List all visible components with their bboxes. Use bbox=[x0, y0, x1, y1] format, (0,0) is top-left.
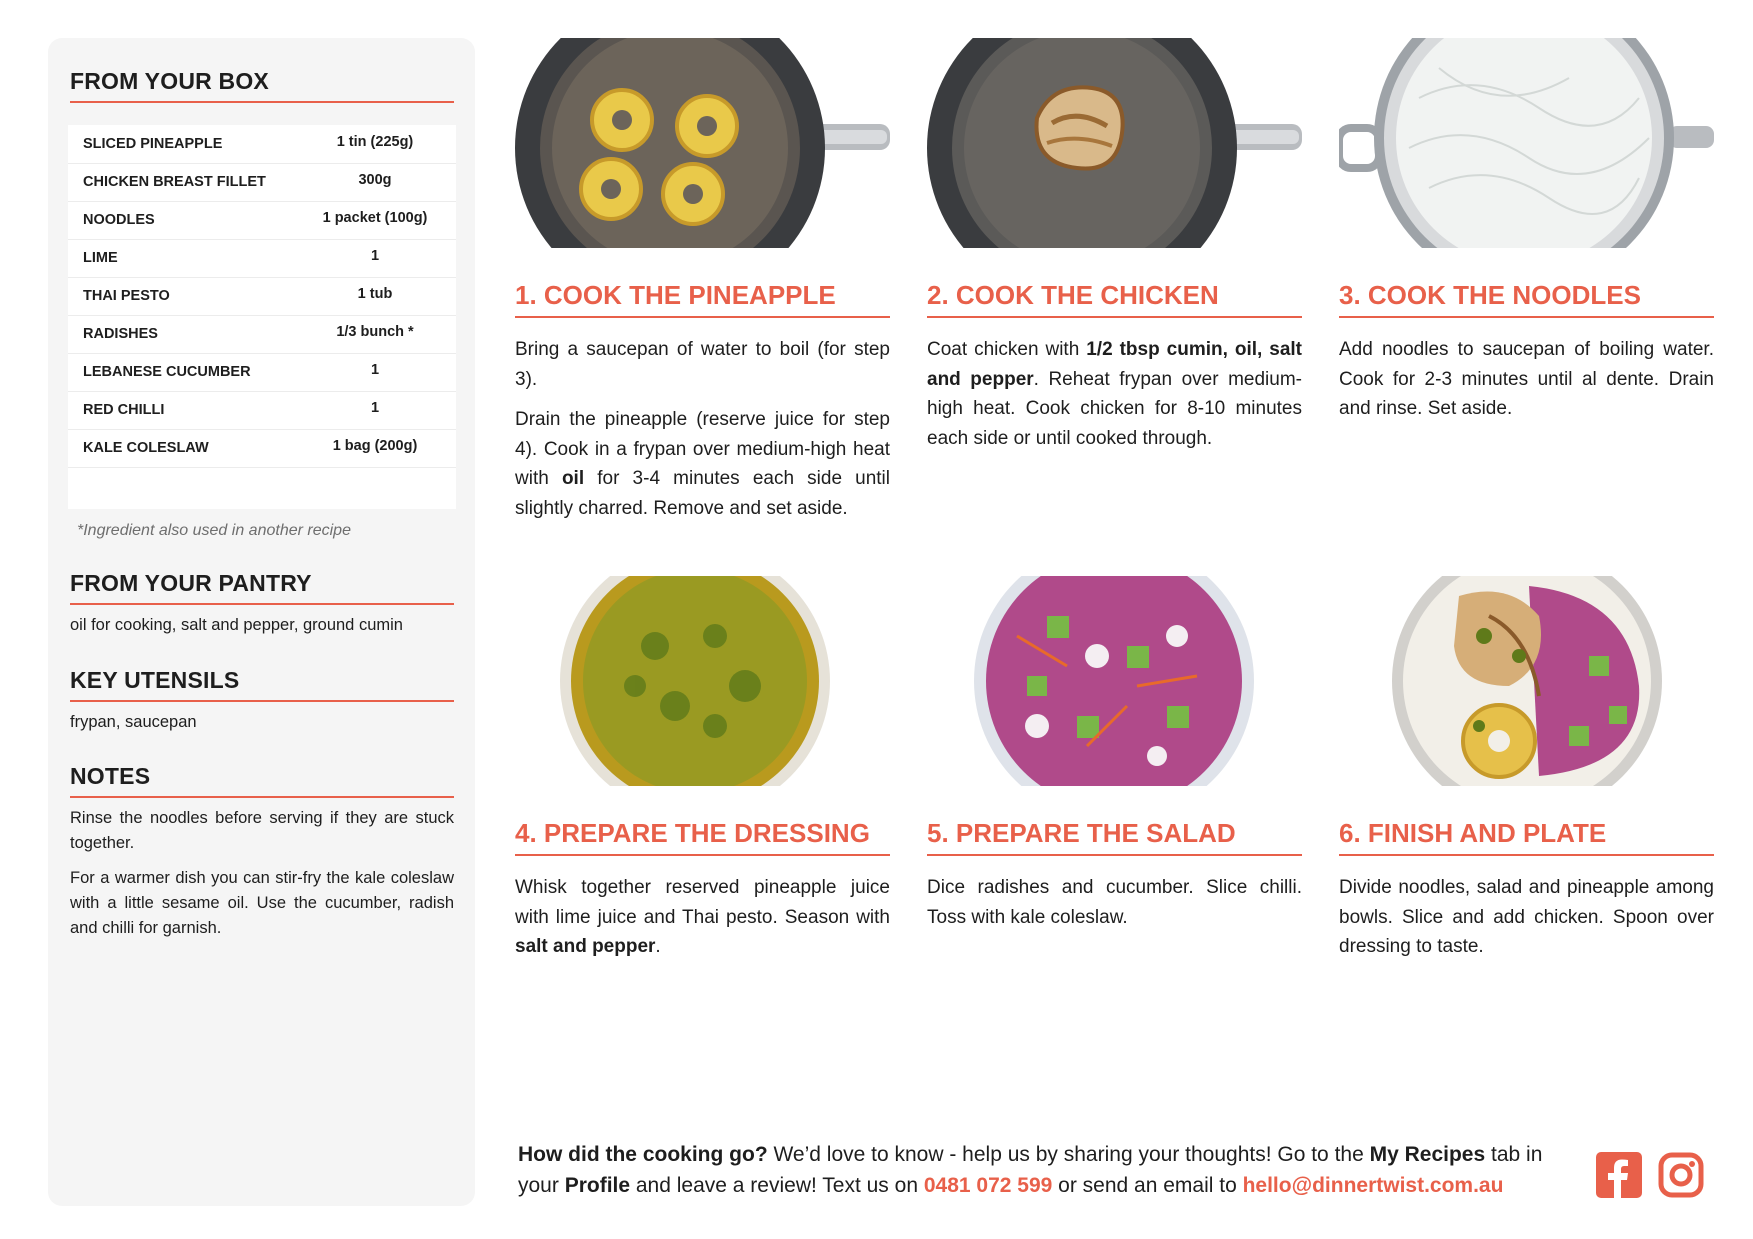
footer-text: and leave a review! Text us on bbox=[630, 1174, 924, 1197]
step-text: . bbox=[655, 936, 661, 957]
ingredient-name: RED CHILLI bbox=[83, 402, 165, 418]
table-row bbox=[68, 163, 456, 202]
ingredient-qty: 1 bbox=[370, 362, 380, 378]
step-1-title: 1. COOK THE PINEAPPLE bbox=[515, 280, 890, 318]
step-6-title: 6. FINISH AND PLATE bbox=[1339, 818, 1714, 856]
key-utensils-heading: KEY UTENSILS bbox=[70, 667, 454, 702]
ingredient-name: LIME bbox=[83, 250, 118, 266]
step-4-paragraph bbox=[515, 873, 890, 962]
ingredient-qty: 1 packet (100g) bbox=[322, 210, 428, 226]
email-link[interactable]: hello@dinnertwist.com.au bbox=[1242, 1174, 1504, 1197]
footer-text: We’d love to know - help us by sharing your thoughts! Go to the bbox=[767, 1143, 1370, 1166]
step-text: Drain the pineapple (reserve juice for step 4). Cook in a frypan over medium-high heat with bbox=[515, 409, 890, 489]
step-2-paragraph bbox=[927, 335, 1302, 453]
table-row bbox=[68, 201, 456, 240]
ingredient-qty: 1 tub bbox=[357, 286, 393, 302]
salad-bowl-photo bbox=[927, 576, 1302, 786]
chicken-pan-photo bbox=[927, 38, 1302, 248]
ingredient-qty: 1 bbox=[370, 400, 380, 416]
ingredients-table bbox=[68, 125, 456, 509]
ingredients-sidebar bbox=[48, 38, 475, 1206]
step-6-instructions bbox=[1339, 873, 1714, 973]
plated-dish-photo bbox=[1339, 576, 1714, 786]
ingredient-name: CHICKEN BREAST FILLET bbox=[83, 174, 266, 190]
step-text: . Reheat frypan over medium-high heat. Cook chicken for 8-10 minutes each side or until cooked through. bbox=[927, 368, 1302, 449]
ingredient-name: THAI PESTO bbox=[83, 288, 170, 304]
phone-number-link[interactable]: 0481 072 599 bbox=[923, 1174, 1053, 1197]
ingredient-qty: 1/3 bunch * bbox=[336, 324, 414, 340]
ingredient-footnote: *Ingredient also used in another recipe bbox=[77, 522, 351, 539]
utensils-text: frypan, saucepan bbox=[70, 713, 197, 731]
table-row bbox=[68, 315, 456, 354]
ingredient-name: KALE COLESLAW bbox=[83, 440, 209, 456]
step-2-instructions bbox=[927, 335, 1302, 464]
step-5-instructions bbox=[927, 873, 1302, 943]
step-1-instructions bbox=[515, 335, 890, 534]
from-your-box-heading: FROM YOUR BOX bbox=[70, 68, 454, 103]
step-4-title: 4. PREPARE THE DRESSING bbox=[515, 818, 890, 856]
notes-heading: NOTES bbox=[70, 763, 454, 798]
instagram-icon[interactable] bbox=[1658, 1152, 1704, 1198]
feedback-footer bbox=[518, 1139, 1578, 1201]
ingredient-qty: 1 tin (225g) bbox=[336, 134, 414, 150]
step-1-paragraph bbox=[515, 405, 890, 523]
footer-text: tab in your bbox=[518, 1143, 1543, 1197]
step-3-instructions bbox=[1339, 335, 1714, 435]
notes-paragraph: For a warmer dish you can stir-fry the kale coleslaw with a little sesame oil. Use the cucumber, radish and chilli for garnish. bbox=[70, 869, 454, 937]
step-text: for 3-4 minutes each side until slightly charred. Remove and set aside. bbox=[515, 468, 890, 519]
footer-text: or send an email to bbox=[1052, 1174, 1243, 1197]
table-row bbox=[68, 429, 456, 468]
step-text: Coat chicken with bbox=[927, 339, 1087, 360]
step-1-paragraph: Bring a saucepan of water to boil (for step 3). bbox=[515, 339, 890, 390]
table-row bbox=[68, 125, 456, 164]
step-text-bold: salt and pepper bbox=[515, 936, 656, 957]
dressing-bowl-photo bbox=[515, 576, 890, 786]
step-text-bold: 1/2 tbsp cumin, oil, salt and pepper bbox=[927, 339, 1303, 390]
step-3-title: 3. COOK THE NOODLES bbox=[1339, 280, 1714, 318]
my-recipes-label: My Recipes bbox=[1369, 1143, 1486, 1166]
ingredient-name: SLICED PINEAPPLE bbox=[83, 136, 223, 152]
table-row bbox=[68, 391, 456, 430]
notes-text bbox=[70, 806, 454, 951]
step-5-paragraph: Dice radishes and cucumber. Slice chilli. Toss with kale coleslaw. bbox=[927, 877, 1302, 928]
from-your-pantry-heading: FROM YOUR PANTRY bbox=[70, 570, 454, 605]
ingredient-name: NOODLES bbox=[83, 212, 155, 228]
step-text-bold: oil bbox=[561, 468, 585, 489]
table-row bbox=[68, 239, 456, 278]
table-row bbox=[68, 353, 456, 392]
step-2-title: 2. COOK THE CHICKEN bbox=[927, 280, 1302, 318]
profile-label: Profile bbox=[564, 1174, 631, 1197]
notes-paragraph: Rinse the noodles before serving if they are stuck together. bbox=[70, 809, 454, 852]
step-4-instructions bbox=[515, 873, 890, 973]
step-6-paragraph: Divide noodles, salad and pineapple among bowls. Slice and add chicken. Spoon over dressing to taste. bbox=[1339, 877, 1714, 957]
feedback-question: How did the cooking go? bbox=[518, 1143, 768, 1166]
table-row bbox=[68, 277, 456, 316]
step-5-title: 5. PREPARE THE SALAD bbox=[927, 818, 1302, 856]
ingredient-qty: 300g bbox=[358, 172, 392, 188]
step-3-paragraph: Add noodles to saucepan of boiling water. Cook for 2-3 minutes until al dente. Drain and rinse. Set aside. bbox=[1339, 339, 1714, 419]
ingredient-qty: 1 bbox=[370, 248, 380, 264]
ingredient-qty: 1 bag (200g) bbox=[332, 438, 418, 454]
noodles-strainer-photo bbox=[1339, 38, 1714, 248]
ingredient-name: RADISHES bbox=[83, 326, 158, 342]
pineapple-pan-photo bbox=[515, 38, 890, 248]
ingredient-name: LEBANESE CUCUMBER bbox=[83, 364, 251, 380]
step-text: Whisk together reserved pineapple juice with lime juice and Thai pesto. Season with bbox=[515, 877, 890, 928]
pantry-text: oil for cooking, salt and pepper, ground cumin bbox=[70, 616, 403, 634]
facebook-icon[interactable] bbox=[1596, 1152, 1642, 1198]
